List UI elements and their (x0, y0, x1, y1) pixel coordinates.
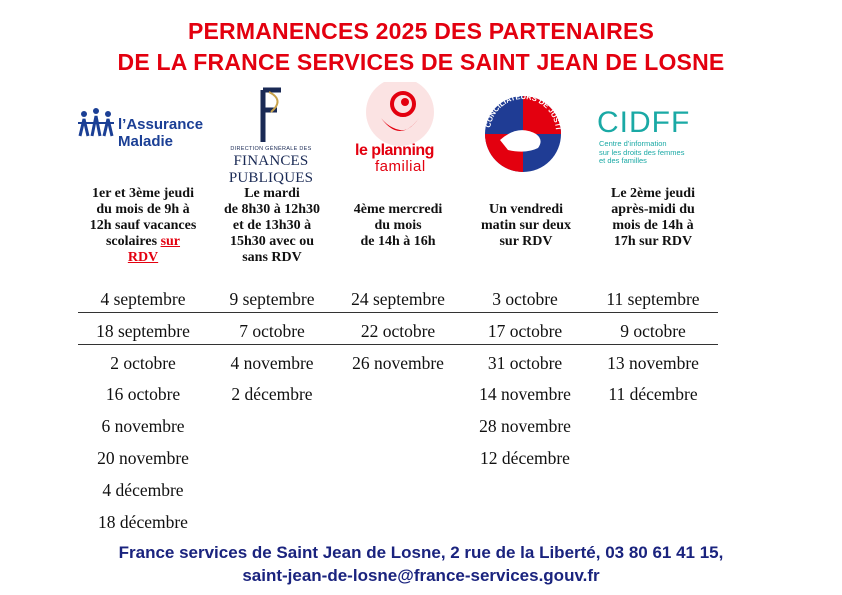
page-subtitle: DE LA FRANCE SERVICES DE SAINT JEAN DE LOSNE (117, 49, 725, 75)
cidff-sub2: sur les droits des femmes (599, 147, 685, 157)
date-cell: 11 décembre (608, 384, 698, 405)
date-cell: 31 octobre (487, 352, 563, 373)
schedule-header-finances-publiques (209, 186, 335, 266)
dates-column-finances-publiques (209, 284, 335, 411)
header-line: 17h sur RDV (613, 234, 693, 249)
footer-address: France services de Saint Jean de Losne, 2 rue de la Liberté, 03 80 61 41 15, (118, 543, 724, 562)
header-line (78, 234, 208, 250)
planning-swirl-icon (335, 82, 465, 146)
fp-small-text: DIRECTION GÉNÉRALE DES (230, 146, 312, 152)
conciliateurs-logo (478, 88, 568, 174)
page-title: PERMANENCES 2025 DES PARTENAIRES (187, 18, 655, 44)
planning-line1: le planning (355, 142, 434, 159)
assurance-maladie-logo (76, 96, 206, 156)
footer-email-link[interactable]: saint-jean-de-losne@france-services.gouv.fr (242, 566, 600, 585)
date-cell: 7 octobre (239, 320, 305, 341)
cidff-subtitle (599, 140, 684, 166)
rdv-link[interactable]: RDV (127, 250, 159, 265)
cidff-sub1: Centre d’information (599, 139, 667, 148)
handshake-icon (478, 88, 568, 174)
header-line (78, 250, 208, 266)
date-cell: 26 novembre (352, 352, 444, 373)
planning-line2: familial (375, 158, 426, 175)
date-cell: 12 décembre (480, 447, 570, 468)
header-line: Le mardi (244, 186, 300, 201)
date-cell: 4 novembre (230, 352, 314, 373)
finances-publiques-logo (206, 86, 336, 186)
header-line: 15h30 avec ou (230, 234, 314, 249)
dates-column-planning-familial (335, 284, 461, 379)
date-cell: 20 novembre (97, 447, 189, 468)
date-cell: 2 décembre (231, 384, 313, 405)
svg-text:CONCILIATEURS DE JUSTICE: CONCILIATEURS DE JUSTI (483, 91, 563, 130)
rdv-link[interactable]: sur (160, 234, 181, 249)
header-line: Le 2ème jeudi (611, 186, 695, 201)
fp-big-text: FINANCES PUBLIQUES (228, 153, 314, 186)
header-line: après-midi du (611, 202, 695, 217)
schedule-header-cidff (590, 186, 716, 250)
date-cell: 17 octobre (487, 320, 563, 341)
schedule-header-conciliateurs (466, 202, 586, 250)
cidff-logo (597, 100, 717, 172)
header-line: sans RDV (242, 250, 302, 265)
fp-monogram-icon (251, 86, 291, 144)
date-cell: 22 octobre (360, 320, 436, 341)
header-line: mois de 14h à (612, 218, 694, 233)
date-cell: 2 octobre (110, 352, 176, 373)
header-line: sur RDV (499, 234, 553, 249)
ameli-people-icon (76, 106, 116, 142)
date-cell: 9 octobre (620, 320, 686, 341)
date-cell: 11 septembre (606, 289, 700, 309)
header-line: du mois (374, 218, 422, 233)
date-cell: 13 novembre (607, 352, 699, 373)
cidff-sub3: et des familles (599, 156, 647, 165)
assurance-maladie-line2: Maladie (118, 133, 174, 150)
header-line: du mois de 9h à (96, 202, 190, 217)
header-line: de 14h à 16h (360, 234, 436, 249)
date-cell: 9 septembre (229, 289, 315, 309)
header-line: Un vendredi (488, 202, 564, 217)
schedule-header-planning-familial (335, 202, 461, 250)
date-cell: 28 novembre (479, 416, 571, 437)
cidff-name: CIDFF (597, 106, 691, 139)
date-cell: 3 octobre (492, 289, 558, 309)
dates-column-assurance-maladie (78, 284, 208, 538)
header-line: et de 13h30 à (232, 218, 312, 233)
date-cell: 14 novembre (479, 384, 571, 405)
dates-column-conciliateurs (462, 284, 588, 475)
date-cell: 18 septembre (96, 320, 190, 341)
schedule-header-assurance-maladie (78, 186, 208, 266)
assurance-maladie-line1: l’Assurance (118, 116, 204, 133)
header-line: de 8h30 à 12h30 (223, 202, 321, 217)
header-line: matin sur deux (481, 218, 571, 233)
dates-column-cidff (590, 284, 716, 411)
date-cell: 6 novembre (101, 416, 185, 437)
header-line: 1er et 3ème jeudi (92, 186, 194, 201)
date-cell: 4 décembre (102, 479, 184, 500)
date-cell: 18 décembre (98, 511, 188, 532)
planning-familial-logo (335, 82, 465, 180)
date-cell: 4 septembre (100, 289, 186, 309)
header-line: 4ème mercredi (353, 202, 443, 217)
date-cell: 16 octobre (105, 384, 181, 405)
date-cell: 24 septembre (351, 289, 445, 309)
header-line: 12h sauf vacances (89, 218, 197, 233)
header-text: scolaires (105, 234, 158, 249)
